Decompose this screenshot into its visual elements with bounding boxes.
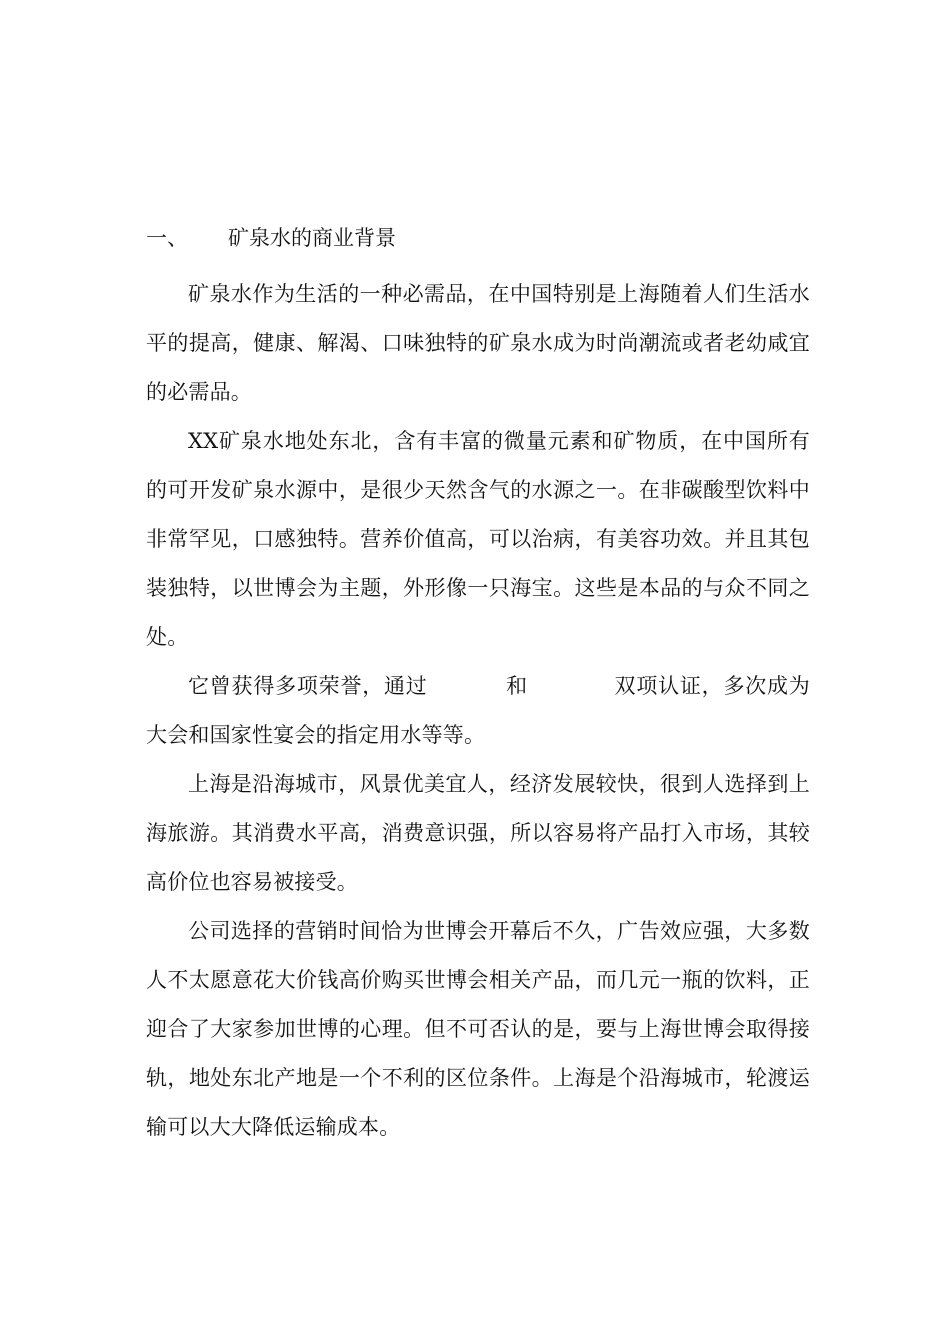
honors-text-1: 它曾获得多项荣誉，通过 (188, 674, 428, 698)
paragraph-shanghai: 上海是沿海城市，风景优美宜人，经济发展较快，很到人选择到上海旅游。其消费水平高，消费意识强，所以容易将产品打入市场，其较高价位也容易被接受。 (146, 772, 810, 894)
section-title: 矿泉水的商业背景 (228, 226, 396, 250)
paragraph-background: 矿泉水作为生活的一种必需品，在中国特别是上海随着人们生活水平的提高，健康、解渴、口味独特的矿泉水成为时尚潮流或者老幼咸宜的必需品。 (146, 282, 810, 404)
honors-text-3: 双项认证，多次成为大会和国家性宴会的指定用水等等。 (146, 674, 810, 747)
document-body (146, 220, 810, 1152)
paragraph-honors (146, 662, 810, 760)
honors-text-2: 和 (505, 674, 528, 698)
paragraph-product: XX矿泉水地处东北，含有丰富的微量元素和矿物质，在中国所有的可开发矿泉水源中，是很少天然含气的水源之一。在非碳酸型饮料中非常罕见，口感独特。营养价值高，可以治病，有美容功效。并且其包装独特，以世博会为主题，外形像一只海宝。这些是本品的与众不同之处。 (146, 429, 810, 649)
section-heading (146, 220, 810, 256)
paragraph-marketing: 公司选择的营销时间恰为世博会开幕后不久，广告效应强，大多数人不太愿意花大价钱高价购买世博会相关产品，而几元一瓶的饮料，正迎合了大家参加世博的心理。但不可否认的是，要与上海世博会取得接轨，地处东北产地是一个不利的区位条件。上海是个沿海城市，轮渡运输可以大大降低运输成本。 (146, 919, 810, 1139)
section-number: 一、 (146, 226, 188, 250)
